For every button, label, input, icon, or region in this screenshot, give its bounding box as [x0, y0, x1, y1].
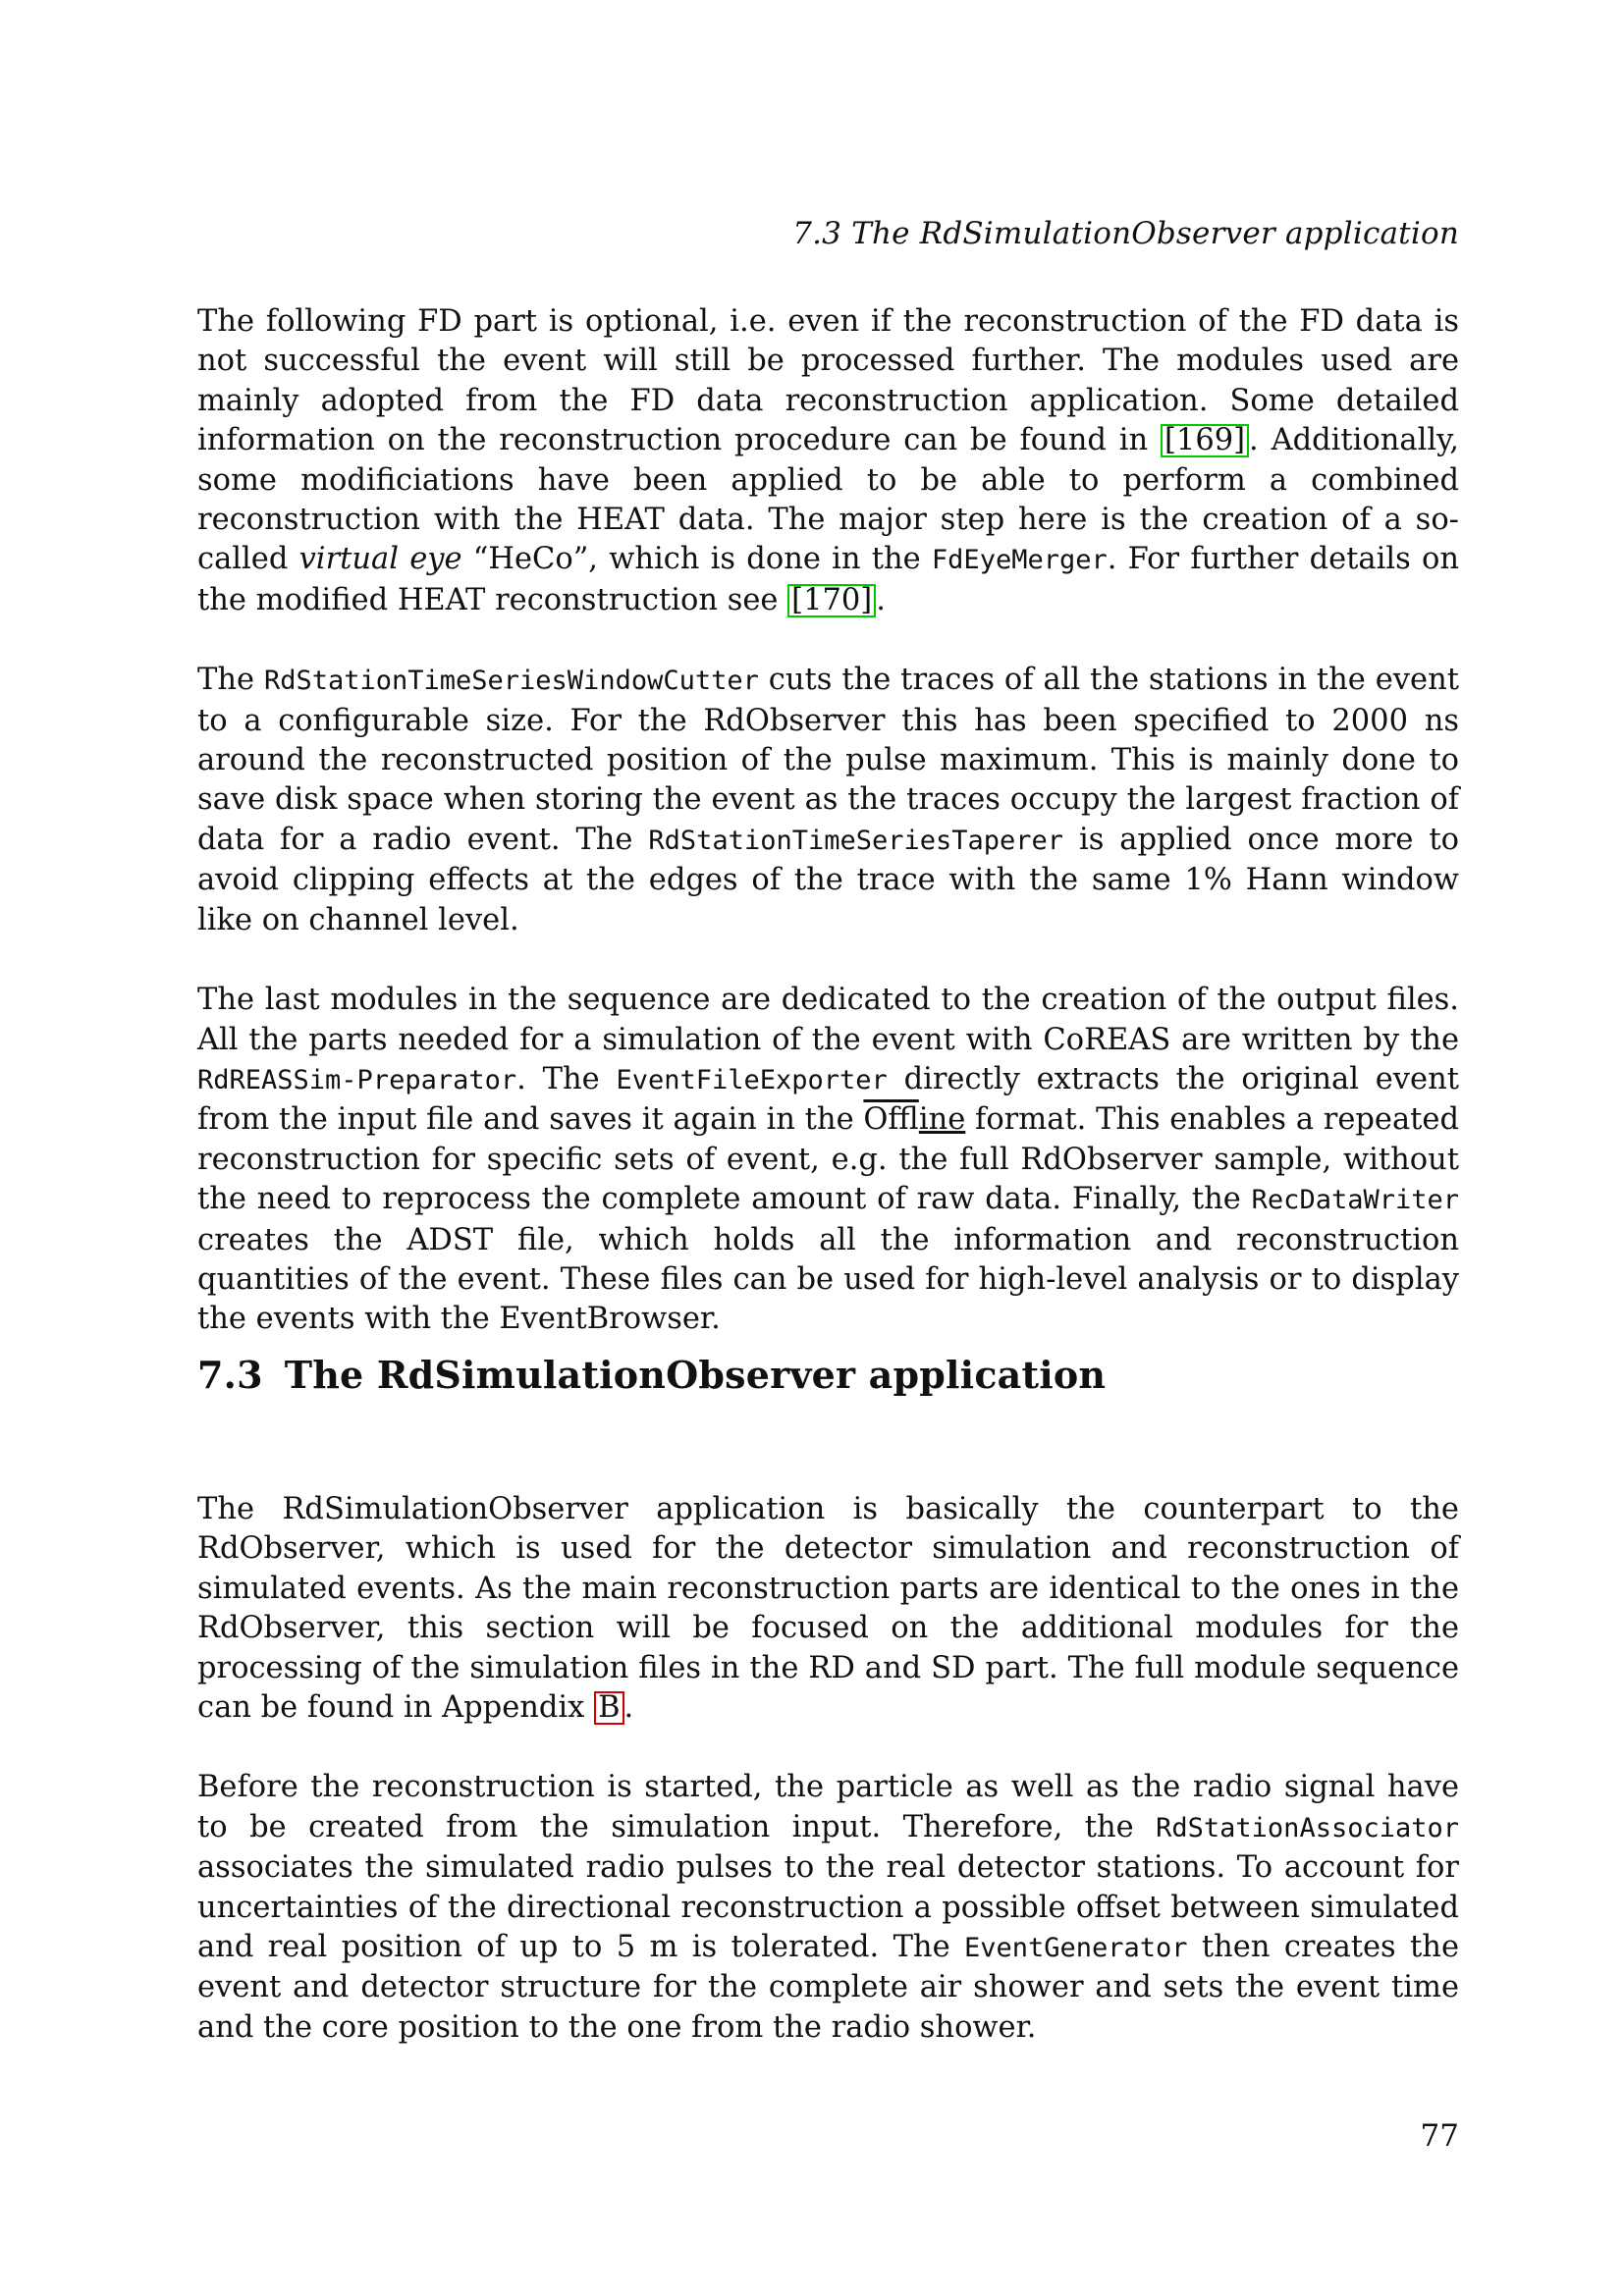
paragraph-simulation-observer: [197, 1490, 1459, 1728]
paragraph-output-files: [197, 981, 1459, 1340]
offline-logo-text: [863, 1100, 965, 1140]
text-run: creates the ADST file, which holds all the information and reconstruction quantities of the event. These files can be used for high-level analysis or to display the events with the EventBrowser.: [197, 1222, 1459, 1337]
code-recdatawriter: RecDataWriter: [1251, 1185, 1459, 1216]
text-run: directly extracts the original event from the input file and saves it again in the: [197, 1061, 1459, 1138]
paragraph-window-cutter: [197, 661, 1459, 940]
page-number: 77: [1420, 2118, 1459, 2154]
text-run: The: [197, 663, 264, 698]
paragraph-station-associator: [197, 1768, 1459, 2048]
paragraph-fd-part: [197, 302, 1459, 620]
section-title: The RdSimulationObserver application: [284, 1353, 1107, 1397]
body-text-upper: [197, 302, 1459, 1380]
text-run: Before the reconstruction is started, the particle as well as the radio signal have to be created from the simulation input. Therefore, the: [197, 1770, 1459, 1844]
appendix-ref-b[interactable]: B: [594, 1691, 623, 1725]
offline-line: line: [918, 1102, 966, 1138]
text-run: .: [623, 1690, 634, 1726]
text-run: cuts the traces of all the stations in the event to a configurable size. For the RdObserver this has been specified to 2000 ns around the reconstructed position of the pulse maximum. This is mainly done to save disk space when storing the event as the traces occupy the largest fraction of data for a radio event. The: [197, 663, 1459, 857]
section-number: 7.3: [197, 1353, 263, 1397]
code-station-associator: RdStationAssociator: [1156, 1812, 1459, 1843]
code-fdeyemerger: FdEyeMerger: [931, 545, 1108, 576]
text-run: The RdSimulationObserver application is basically the counterpart to the RdObserver, which is used for the detector simulation and reconstruction of simulated events. As the main reconstruction parts are identical to the ones in the RdObserver, this section will be focused on the additional modules for the processing of the simulation files in the RD and SD part. The full module sequence can be found in Appendix: [197, 1492, 1459, 1726]
emphasis-virtual-eye: virtual eye: [298, 542, 462, 577]
code-taperer: RdStationTimeSeriesTaperer: [648, 825, 1064, 856]
body-text-lower: [197, 1490, 1459, 2088]
citation-169[interactable]: [169]: [1161, 424, 1249, 457]
text-run: “HeCo”, which is done in the: [461, 542, 932, 577]
text-run: associates the simulated radio pulses to the real detector stations. To account for uncertainties of the directional reconstruction a possible offset between simulated and real position of up to 5 m is tolerated. The: [197, 1850, 1459, 1965]
text-run: .: [876, 582, 886, 617]
citation-170[interactable]: [170]: [787, 584, 876, 617]
text-run: . The: [516, 1061, 617, 1096]
text-run: format. This enables a repeated reconstruction for specific sets of event, e.g. the full RdObserver sample, without the need to reprocess the complete amount of raw data. Finally, the: [197, 1102, 1459, 1217]
text-run: . Additionally, some modificiations have been applied to be able to perform a combined reconstruction with the HEAT data. The major step here is the creation of a so-called: [197, 423, 1459, 577]
text-run: is applied once more to avoid clipping effects at the edges of the trace with the same 1% Hann window like on channel level.: [197, 822, 1459, 937]
text-run: then creates the event and detector structure for the complete air shower and sets the event time and the core position to the one from the radio shower.: [197, 1930, 1460, 2045]
section-heading: [197, 1353, 1106, 1397]
text-run: The last modules in the sequence are dedicated to the creation of the output files. All the parts needed for a simulation of the event with CoREAS are written by the: [197, 983, 1459, 1057]
text-run: . For further details on the modified HEAT reconstruction see: [197, 542, 1459, 617]
text-run: The following FD part is optional, i.e. even if the reconstruction of the FD data is not successful the event will still be processed further. The modules used are mainly adopted from the FD data reconstruction application. Some detailed information on the reconstruction procedure can be found in: [197, 304, 1459, 458]
code-eventfileexporter: EventFileExporter: [616, 1064, 888, 1095]
offline-off: $\overline{Off}$: [863, 1102, 919, 1138]
running-head: 7.3 The RdSimulationObserver application: [792, 216, 1459, 251]
code-reassim-preparator: RdREASSim-Preparator: [197, 1064, 517, 1095]
code-eventgenerator: EventGenerator: [963, 1933, 1188, 1964]
code-window-cutter: RdStationTimeSeriesWindowCutter: [263, 666, 759, 697]
